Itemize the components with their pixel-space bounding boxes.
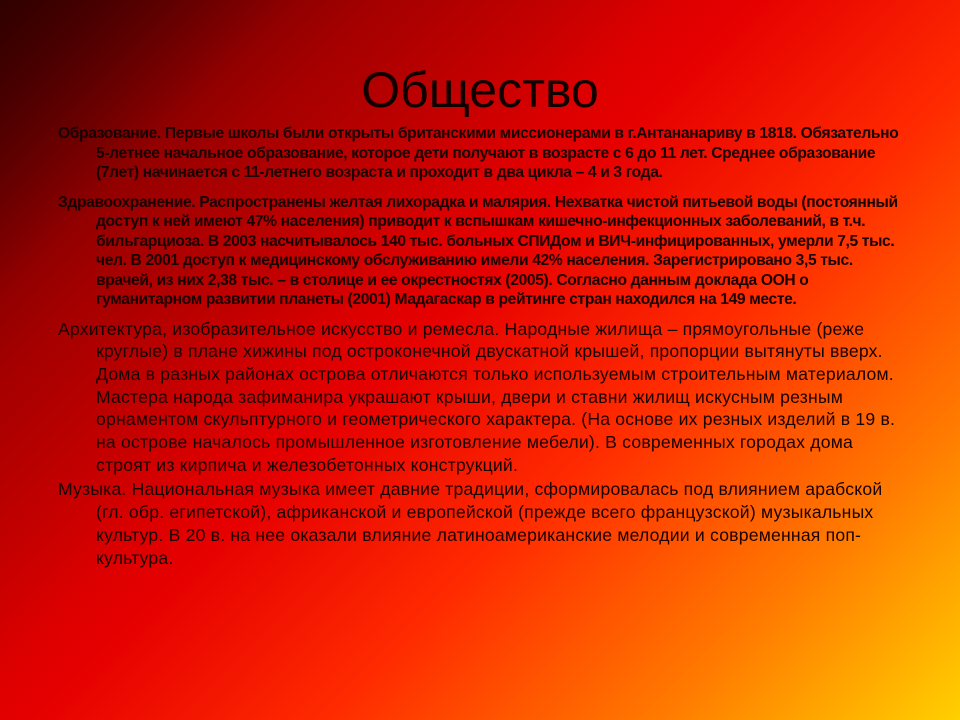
- paragraph-education: Образование. Первые школы были открыты британскими миссионерами в г.Антананариву в 1818. Обязательно 5-летнее начальное образование, которое дети получают в возрасте с 6 до 11 лет. Среднее образование (7лет) начинается с 11-летнего возраста и проходит в два цикла – 4 и 3 года.: [58, 125, 899, 181]
- slide-title: Общество: [361, 62, 599, 118]
- slide-content: [58, 124, 906, 569]
- paragraph-healthcare: Здравоохранение. Распространены желтая лихорадка и малярия. Нехватка чистой питьевой воды (постоянный доступ к ней имеют 47% населения) приводит к вспышкам кишечно-инфекционных заболеваний, в т.ч. бильгарциоза. В 2003 насчитывалось 140 тыс. больных СПИДом и ВИЧ-инфицированных, умерли 7,5 тыс. чел. В 2001 доступ к медицинскому обслуживанию имели 42% населения. Зарегистрировано 3,5 тыс. врачей, из них 2,38 тыс. – в столице и ее окрестностях (2005). Согласно данным доклада ООН о гуманитарном развитии планеты (2001) Мадагаскар в рейтинге стран находился на 149 месте.: [58, 193, 898, 308]
- paragraph-music: Музыка. Национальная музыка имеет давние традиции, сформировалась под влиянием арабской (гл. обр. египетской), африканской и европейской (прежде всего французской) музыкальных культур. В 20 в. на нее оказали влияние латиноамериканские мелодии и современная поп-культура.: [58, 479, 883, 568]
- paragraph-architecture: Архитектура, изобразительное искусство и ремесла. Народные жилища – прямоугольные (реже круглые) в плане хижины под остроконечной двускатной крышей, пропорции вытянуты вверх. Дома в разных районах острова отличаются только используемым строительным материалом. Мастера народа зафиманира украшают крыши, двери и ставни жилищ искусным резным орнаментом скульптурного и геометрического характера. (На основе их резных изделий в 19 в. на острове началось промышленное изготовление мебели). В современных городах дома строят из кирпича и железобетонных конструкций.: [58, 318, 896, 475]
